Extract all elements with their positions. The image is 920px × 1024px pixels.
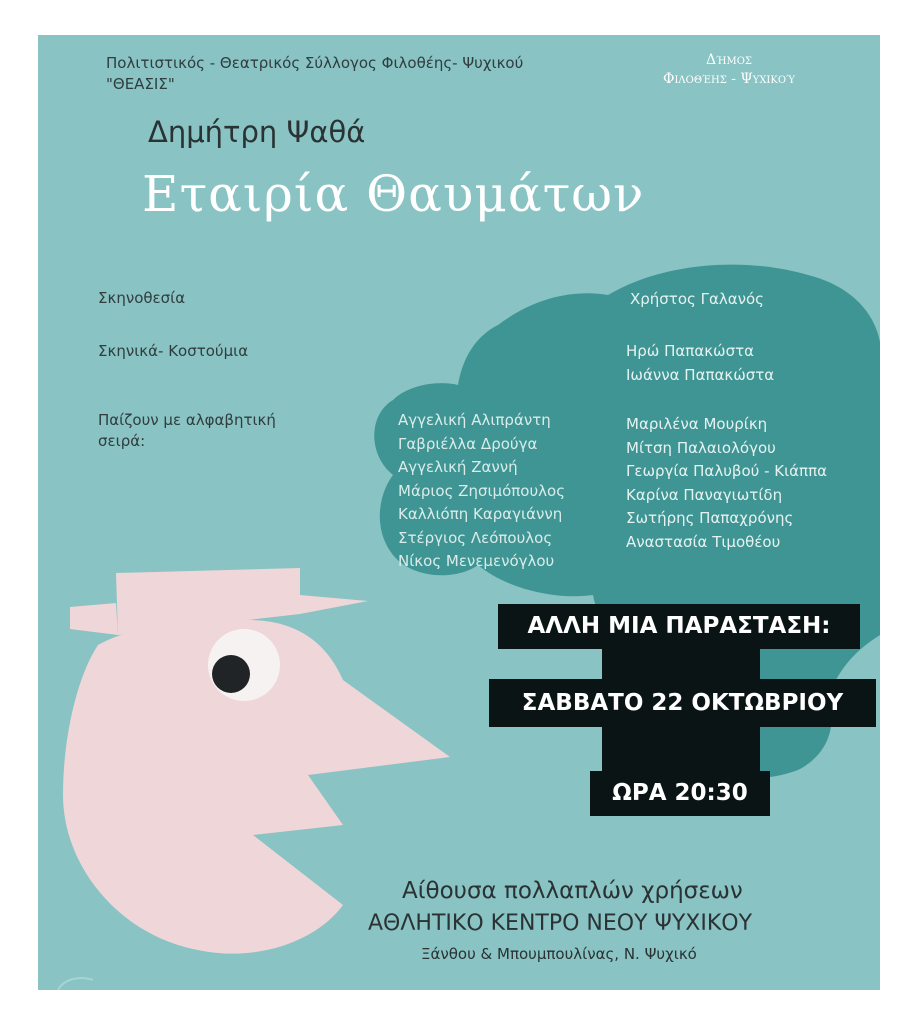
organizer-line-2: "ΘΕΑΣΙΣ" <box>106 75 175 93</box>
cast-member: Μάριος Ζησιμόπουλος <box>398 481 566 500</box>
organizer-name <box>106 53 523 95</box>
cast-member: Γαβριέλλα Δρούγα <box>398 434 538 453</box>
cast-member: Αγγελική Ζαννή <box>398 458 518 476</box>
sets-costumes-label: Σκηνικά- Κοστούμια <box>98 342 249 360</box>
cast-member: Στέργιος Λεόπουλος <box>398 528 553 547</box>
cast-list-left <box>398 409 565 574</box>
theatre-poster <box>38 35 880 990</box>
venue-hall: Αίθουσα πολλαπλών χρήσεων <box>402 878 743 904</box>
play-title: Εταιρία Θαυμάτων <box>142 165 645 223</box>
sets-costumes-names <box>626 340 774 387</box>
direction-name: Χρήστος Γαλανός <box>630 290 764 308</box>
municipality-logo <box>632 51 826 89</box>
municipality-line-1: Δήμος <box>705 52 752 68</box>
direction-label: Σκηνοθεσία <box>98 289 186 307</box>
overlay-banner-connector <box>602 727 760 777</box>
cartoon-head-icon <box>63 568 450 954</box>
cast-member: Αγγελική Αλιπράντη <box>398 411 551 429</box>
sets-name: Ιωάννα Παπακώστα <box>626 365 775 384</box>
cast-member: Σωτήρης Παπαχρόνης <box>626 509 794 527</box>
cast-member: Μαριλένα Μουρίκη <box>626 415 768 433</box>
cast-member: Καλλιόπη Καραγιάννη <box>398 505 563 523</box>
municipality-line-2: Φιλοθέης - Ψυχικού <box>662 71 796 87</box>
cast-member: Αναστασία Τιμοθέου <box>626 532 781 551</box>
venue-name: ΑΘΛΗΤΙΚΟ ΚΕΝΤΡΟ ΝΕΟΥ ΨΥΧΙΚΟΥ <box>368 911 753 936</box>
cast-member: Καρίνα Παναγιωτίδη <box>626 485 783 504</box>
sets-name: Ηρώ Παπακώστα <box>626 342 755 360</box>
overlay-banner-connector <box>602 649 760 679</box>
cast-list-right <box>626 413 827 554</box>
overlay-banner-line-3: ΩΡΑ 20:30 <box>590 771 770 816</box>
cast-label-line-1: Παίζουν με αλφαβητική <box>98 411 276 429</box>
overlay-banner-line-2: ΣΑΒΒΑΤΟ 22 ΟΚΤΩΒΡΙΟΥ <box>489 679 876 727</box>
cast-label <box>98 410 276 452</box>
cast-member: Γεωργία Παλυβού - Κιάππα <box>626 462 828 480</box>
venue-address: Ξάνθου & Μπουμπουλίνας, Ν. Ψυχικό <box>421 945 697 963</box>
cast-member: Νίκος Μενεμενόγλου <box>398 552 555 570</box>
organizer-line-1: Πολιτιστικός - Θεατρικός Σύλλογος Φιλοθέης- Ψυχικού <box>106 54 524 72</box>
overlay-banner-line-1: ΑΛΛΗ ΜΙΑ ΠΑΡΑΣΤΑΣΗ: <box>498 604 860 649</box>
cast-label-line-2: σειρά: <box>98 432 146 450</box>
cast-member: Μίτση Παλαιολόγου <box>626 438 776 457</box>
author-name: Δημήτρη Ψαθά <box>148 115 366 149</box>
